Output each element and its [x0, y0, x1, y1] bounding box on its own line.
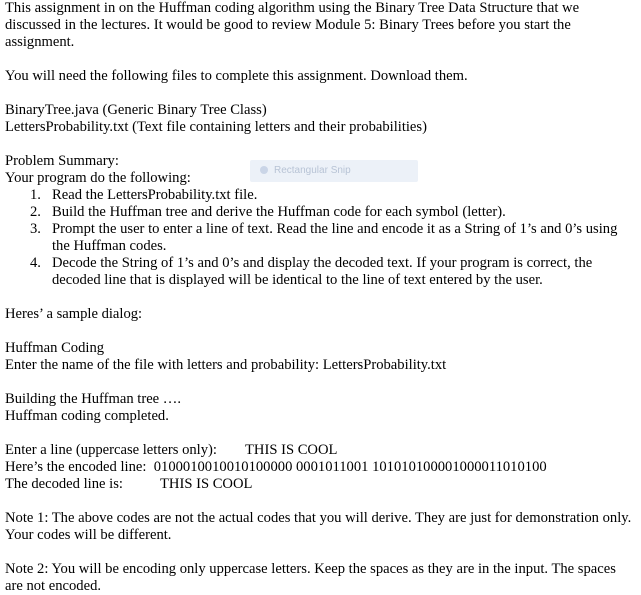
note1-line-2: Your codes will be different.: [5, 527, 172, 543]
step-text: Build the Huffman tree and derive the Huffman code for each symbol (letter).: [52, 204, 506, 220]
step-text-cont: decoded line that is displayed will be identical to the line of text entered by the user.: [52, 272, 543, 288]
note2-line-1: Note 2: You will be encoding only uppercase letters. Keep the spaces as they are in the input. The spaces: [5, 561, 616, 577]
intro-line-3: assignment.: [5, 34, 75, 50]
step-text-cont: the Huffman codes.: [52, 238, 167, 254]
sample-enter-line: [5, 442, 637, 459]
summary-lead: Your program do the following:: [5, 170, 191, 186]
note1-line-1: Note 1: The above codes are not the actual codes that you will derive. They are just for demonstration only.: [5, 510, 632, 526]
step-text: Decode the String of 1’s and 0’s and display the decoded text. If your program is correct, the: [52, 255, 593, 271]
step-number: 3.: [30, 221, 41, 237]
intro-line-2: discussed in the lectures. It would be good to review Module 5: Binary Trees before you start the: [5, 17, 571, 33]
file-binarytree: BinaryTree.java (Generic Binary Tree Class): [5, 102, 267, 118]
enter-value: THIS IS COOL: [245, 442, 338, 458]
file-lettersprobability: LettersProbability.txt (Text file containing letters and their probabilities): [5, 119, 427, 135]
sample-building: Building the Huffman tree ….: [5, 391, 182, 407]
decoded-label: The decoded line is:: [5, 476, 123, 492]
sample-decoded-line: [5, 476, 637, 493]
step-number: 4.: [30, 255, 41, 271]
list-item: [5, 204, 637, 221]
files-intro: You will need the following files to complete this assignment. Download them.: [5, 68, 468, 84]
step-number: 1.: [30, 187, 41, 203]
step-text: Prompt the user to enter a line of text. Read the line and encode it as a String of 1’s and 0’s using: [52, 221, 618, 237]
encoded-value: 0100010010010100000 0001011001 101010100001000011010100: [153, 459, 547, 475]
decoded-value: THIS IS COOL: [160, 476, 253, 492]
encoded-label: Here’s the encoded line:: [5, 459, 147, 475]
sample-title: Huffman Coding: [5, 340, 105, 356]
document: [5, 0, 637, 595]
steps-list: [5, 187, 637, 289]
sample-intro: Heres’ a sample dialog:: [5, 306, 143, 322]
step-text: Read the LettersProbability.txt file.: [52, 187, 258, 203]
enter-label: Enter a line (uppercase letters only):: [5, 442, 217, 458]
note2-line-2: are not encoded.: [5, 578, 102, 594]
step-number: 2.: [30, 204, 41, 220]
snip-label: Rectangular Snip: [274, 165, 351, 176]
list-item: [5, 187, 637, 204]
summary-heading: Problem Summary:: [5, 153, 119, 169]
list-item: [5, 255, 637, 289]
list-item: [5, 221, 637, 255]
intro-line-1: This assignment in on the Huffman coding algorithm using the Binary Tree Data Structure that we: [5, 0, 580, 16]
sample-encoded-line: [5, 459, 637, 476]
sample-file-prompt: Enter the name of the file with letters and probability: LettersProbability.txt: [5, 357, 447, 373]
sample-completed: Huffman coding completed.: [5, 408, 169, 424]
